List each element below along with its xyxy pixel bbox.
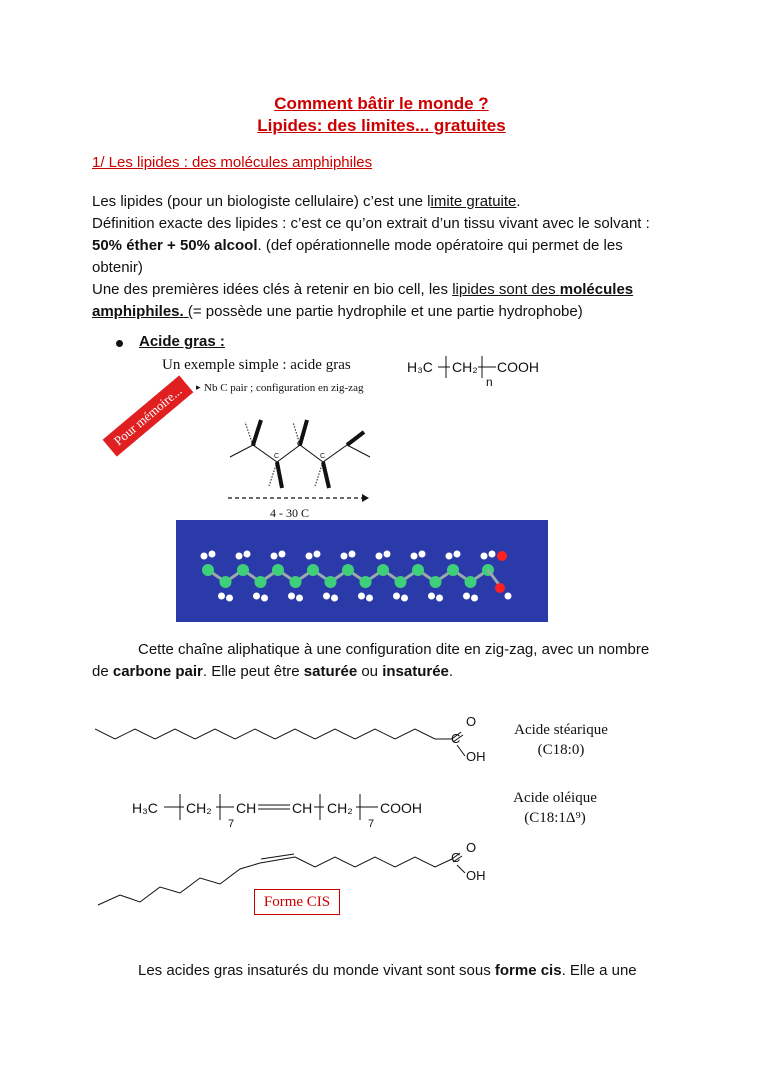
para2-line-1: Cette chaîne aliphatique à une configuration dite en zig-zag, avec un nombre [138,641,650,658]
oleic-subscript-7: 7 [228,818,235,830]
hydrogen-atom [358,593,365,600]
ball-stick-model [176,520,548,622]
hydrogen-atom [428,593,435,600]
hydrogen-atom [489,551,496,558]
oleic-cooh: COOH [380,800,422,816]
oleic-ch2: CH₂ [186,800,212,816]
bold-text: molécules [559,281,634,298]
carbon-atom [202,564,214,576]
carbon-atom [412,564,424,576]
hydrogen-atom [236,553,243,560]
hydrogen-atom [376,553,383,560]
oxygen-atom [495,583,505,593]
para3-line [138,962,637,979]
hydrogen-atom [244,551,251,558]
cis-form-box: Forme CIS [254,889,340,915]
carbon-atom [237,564,249,576]
hydrogen-atom [271,553,278,560]
carbon-atom [447,564,459,576]
hydrogen-atom [446,553,453,560]
bullet-icon [116,340,123,347]
carbon-atom [272,564,284,576]
hydrogen-atom [436,595,443,602]
hydrogen-atom [288,593,295,600]
hydrogen-atom [393,593,400,600]
hydrogen-atom [419,551,426,558]
oleic-h3c: H₃C [132,800,158,816]
para2-line-2 [92,663,453,680]
general-formula [407,359,433,375]
hydrogen-atom [226,595,233,602]
intro-paragraph [92,191,692,323]
zigzag-drawing [225,410,375,490]
page-title: Comment bâtir le monde ? [274,94,489,113]
hydrogen-atom [218,593,225,600]
hydrogen-atom [296,595,303,602]
text: . [516,193,521,210]
hydrogen-atom [209,551,216,558]
text: . [448,663,454,680]
text: ou [357,663,383,680]
formula-ch2: CH₂ [452,359,478,375]
hydrogen-atom [366,595,373,602]
text: ( [183,303,193,320]
oleic-o-label: O [466,840,477,855]
hydrogen-atom [411,553,418,560]
intro-line-4: obtenir) [92,259,143,276]
range-label: 4 - 30 C [270,506,309,520]
text: Les lipides (pour un biologiste cellulaire) c’est une l [92,193,431,210]
arrow-pointer-icon: ▸ [196,382,201,392]
hydrogen-atom [463,593,470,600]
range-arrow [228,492,370,504]
carbon-atom [395,576,407,588]
carbon-label: C [320,453,326,460]
intro-line-5 [92,279,692,301]
intro-line-2: Définition exacte des lipides : c’est ce qu’on extrait d’un tissu vivant avec le solvant : [92,215,650,232]
carbon-atom [377,564,389,576]
hydrogen-atom [314,551,321,558]
carbon-label: C [297,441,303,448]
text: . Elle peut être [202,663,304,680]
bullet-label: Acide gras : [139,333,225,350]
bold-text: 50% éther + 50% alcool [92,237,258,254]
stearic-oh-label: OH [466,749,486,764]
hydrogen-atom [323,593,330,600]
formula-h3c: H₃C [407,359,433,375]
oleic-c-label: C [451,850,461,865]
memo-banner: Pour mémoire... [103,375,194,456]
hydrogen-atom [481,553,488,560]
oleic-name: Acide oléique [513,790,597,806]
carbon-atom [360,576,372,588]
carbon-atom [465,576,477,588]
carbon-atom [342,564,354,576]
nbc-note: Nb C pair ; configuration en zig-zag [204,382,364,394]
text: . Elle a une [561,962,637,979]
hydrogen-atom [331,595,338,602]
hydrogen-atom [454,551,461,558]
text: . (def opérationnelle mode opératoire qui permet de les [257,237,623,254]
oleic-subscript-7b: 7 [368,818,375,830]
bold-text: amphiphiles. [92,303,184,320]
stearic-skeletal [95,712,505,772]
carbon-atom [220,576,232,588]
underlined-text: imite gratuite [430,193,517,210]
oleic-ch2-b: CH₂ [327,800,353,816]
hydrogen-atom [341,553,348,560]
bold-text: saturée [303,663,358,680]
bold-text: carbone pair [112,663,203,680]
carbon-atom [430,576,442,588]
formula-cooh: COOH [497,359,539,375]
carbon-label: C [251,441,257,448]
hydrogen-atom [201,553,208,560]
underlined-text: lipides sont des [452,281,556,298]
hydrogen-atom [279,551,286,558]
page-subtitle: Lipides: des limites... gratuites [257,116,506,135]
intro-line-6 [92,301,692,323]
stearic-c-label: C [451,731,461,746]
hydrogen-atom [471,595,478,602]
oxygen-atom [497,551,507,561]
hydrogen-atom [349,551,356,558]
hydrogen-atom [253,593,260,600]
oleic-oh-label: OH [466,868,486,883]
intro-line-3 [92,235,692,257]
hydrogen-atom [261,595,268,602]
hydrogen-atom [401,595,408,602]
oleic-ch-a: CH [236,800,257,816]
section-heading: 1/ Les lipides : des molécules amphiphiles [92,154,373,171]
hydrogen-atom [505,593,512,600]
bold-text: forme cis [494,962,562,979]
hydrogen-atom [384,551,391,558]
carbon-atom [307,564,319,576]
intro-line-1 [92,191,692,213]
bold-text: insaturée [382,663,449,680]
carbon-label: C [274,453,280,460]
hydrogen-atom [306,553,313,560]
carbon-atom [325,576,337,588]
carbon-atom [255,576,267,588]
text: = possède une partie hydrophile et une partie hydrophobe) [192,303,583,320]
oleic-code: (C18:1Δ⁹) [524,810,586,826]
oleic-ch-b: CH [292,800,313,816]
formula-n: n [486,375,493,389]
text: Les acides gras insaturés du monde vivant sont sous [138,962,495,979]
text: de [92,663,113,680]
text: Une des premières idées clés à retenir en bio cell, les [92,281,453,298]
stearic-code: (C18:0) [537,742,585,758]
carbon-atom [290,576,302,588]
stearic-o-label: O [466,714,477,729]
example-caption: Un exemple simple : acide gras [162,357,351,373]
stearic-name: Acide stéarique [514,722,608,738]
